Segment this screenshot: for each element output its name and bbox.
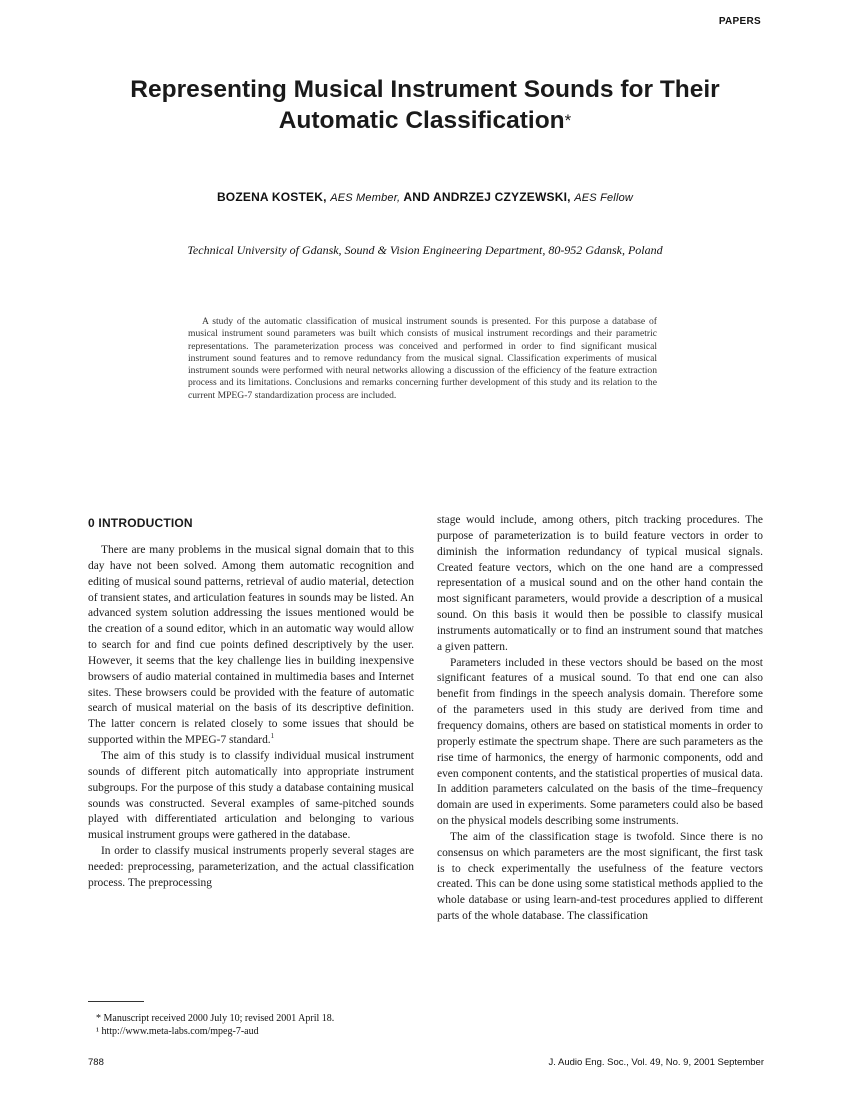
footnote-divider bbox=[88, 1001, 144, 1002]
left-column bbox=[88, 515, 414, 892]
body-paragraph-6: The aim of the classification stage is twofold. Since there is no consensus on which parameters are the most significant, the first task is to check experimentally the usefulness of the feature vectors created. This can be done using some statistical methods applied to the whole database or using learn-and-test procedures applied to different parts of the whole database. The classification bbox=[437, 830, 763, 923]
footnotes bbox=[88, 1012, 428, 1038]
body-paragraph-1 bbox=[88, 543, 414, 749]
footnote-manuscript: * Manuscript received 2000 July 10; revised 2001 April 18. bbox=[96, 1013, 335, 1024]
journal-citation: J. Audio Eng. Soc., Vol. 49, No. 9, 2001 September bbox=[548, 1057, 764, 1068]
paper-title bbox=[60, 74, 790, 136]
running-header: PAPERS bbox=[718, 16, 761, 27]
page-number: 788 bbox=[88, 1057, 104, 1068]
body-paragraph-4: stage would include, among others, pitch tracking procedures. The purpose of parameterization is to build feature vectors in order to diminish the information redundancy of typical musical signals. Created feature vectors, which on the one hand are a compressed representation of a musical sound and on the other hand contain the most significant parameters, would provide a description of a musical sound. On this basis it would then be possible to classify musical instruments automatically or to find an instrument sound that matches a given pattern. bbox=[437, 514, 763, 653]
title-line-1: Representing Musical Instrument Sounds for Their bbox=[130, 76, 720, 103]
author-2-role: AES Fellow bbox=[574, 192, 634, 204]
abstract: A study of the automatic classification of musical instrument sounds is presented. For this purpose a database of musical instrument sound parameters was built which consists of musical instrument recordings and their parametric representations. The parameterization process was conceived and performed in order to find significant musical instrument sound features and to remove redundancy from the musical signal. Classification experiments of musical instrument sounds were performed with neural networks allowing a discussion of the efficiency of the feature extraction process and its limitations. Conclusions and remarks concerning further development of this study and its relation to the current MPEG-7 standardization process are included. bbox=[188, 316, 657, 401]
affiliation: Technical University of Gdansk, Sound & Vision Engineering Department, 80-952 Gdansk, Poland bbox=[187, 243, 663, 257]
footnote-ref-1: 1 bbox=[270, 732, 275, 741]
author-2-name: ANDRZEJ CZYZEWSKI, bbox=[433, 190, 571, 204]
section-heading: 0 INTRODUCTION bbox=[88, 516, 193, 530]
body-paragraph-5: Parameters included in these vectors should be based on the most significant features of a musical sound. To that end one can also benefit from findings in the speech analysis domain. Therefore some of the parameters used in this study are derived from time and frequency domains, others are based on statistical moments in order to properly estimate the spectrum shape. There are such parameters as the rise time of harmonics, the energy of harmonic components, odd and even component contents, and the statistical properties of musical data. In addition parameters calculated on the basis of the time–frequency domain are used in experiments. Some parameters could also be based on the physical models describing some instruments. bbox=[437, 656, 763, 828]
body-paragraph-1-text: There are many problems in the musical signal domain that to this day have not been solved. Among them automatic recognition and editing of musical sound patterns, retrieval of audio material, detection of transient states, and articulation features in sounds may be listed. An advanced system solution addressing the issues mentioned would be the creation of a sound editor, which in an automatic way would allow to search for and find cue points defined descriptively by the user. However, it seems that the key challenge lies in building inexpensive browsers of audio material contained in multimedia bases and Internet sites. These browsers could be provided with the feature of automatic search of musical material on the basis of its descriptive definition. The latter concern is related closely to some issues that should be supported within the MPEG-7 standard. bbox=[88, 544, 414, 747]
title-footnote-marker: * bbox=[564, 111, 572, 130]
author-1-role: AES Member, bbox=[330, 192, 401, 204]
body-paragraph-3: In order to classify musical instruments properly several stages are needed: preprocessing, parameterization, and the actual classification process. The preprocessing bbox=[88, 845, 414, 889]
author-conjunction: AND bbox=[403, 190, 430, 204]
body-paragraph-2: The aim of this study is to classify individual musical instrument sounds of different pitch automatically into appropriate instrument subgroups. For the purpose of this study a database containing musical sounds was constructed. Several examples of same-pitched sounds played with differentiated articulation and belonging to various musical instrument groups were gathered in the database. bbox=[88, 749, 414, 842]
author-1-name: BOZENA KOSTEK, bbox=[216, 190, 327, 204]
footnote-url: ¹ http://www.meta-labs.com/mpeg-7-aud bbox=[96, 1026, 259, 1037]
author-line bbox=[60, 190, 790, 204]
title-line-2: Automatic Classification bbox=[278, 107, 565, 134]
right-column bbox=[437, 513, 763, 925]
